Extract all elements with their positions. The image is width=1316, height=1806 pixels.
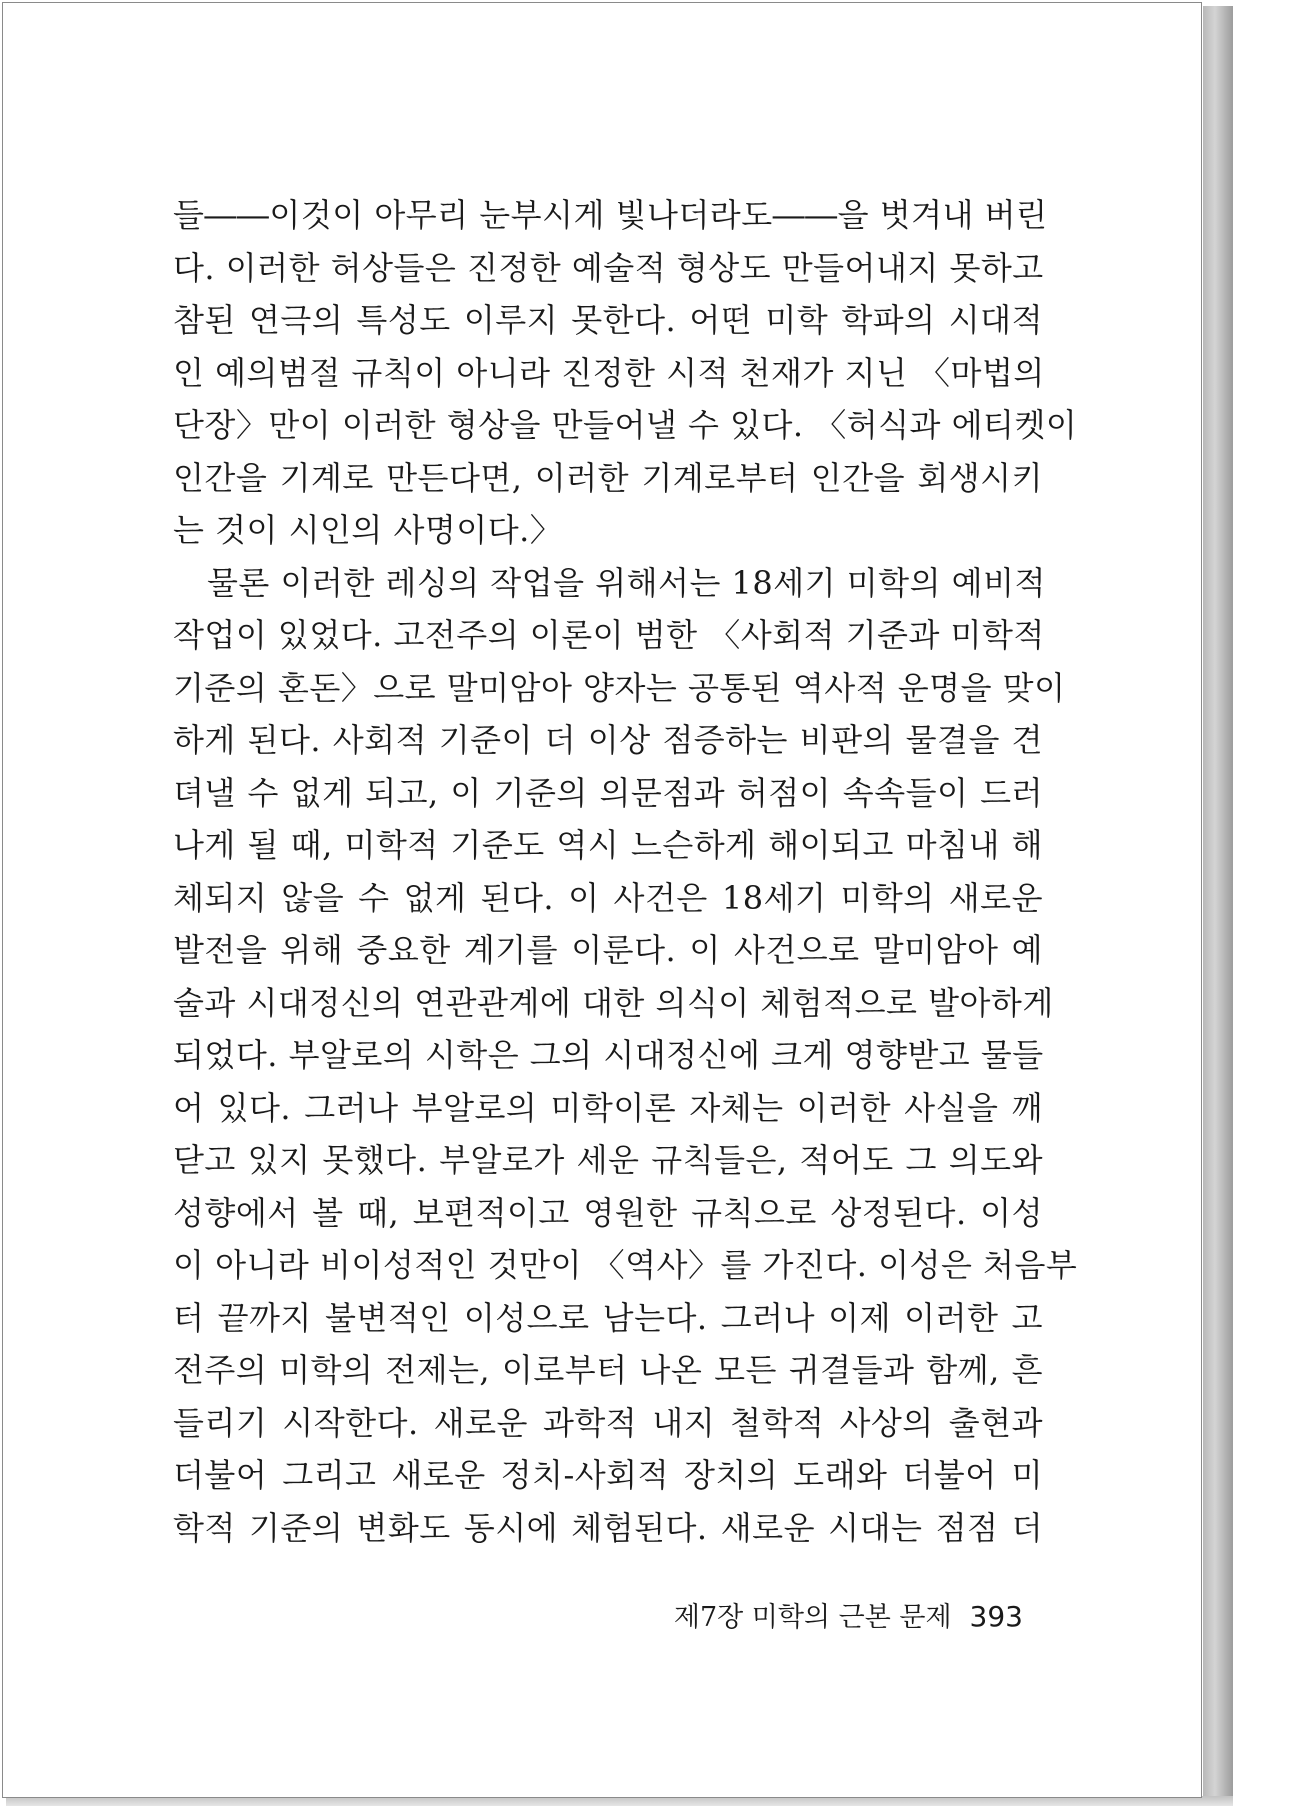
text-line: 는 것이 시인의 사명이다.〉 (173, 511, 563, 549)
body-text (173, 189, 1078, 1554)
text-line: 더불어 그리고 새로운 정치-사회적 장치의 도래와 더불어 미 (173, 1456, 1043, 1494)
text-line: 나게 될 때, 미학적 기준도 역시 느슨하게 해이되고 마침내 해 (173, 826, 1043, 864)
text-line: 인간을 기계로 만든다면, 이러한 기계로부터 인간을 회생시키 (173, 458, 1043, 497)
text-line: 전주의 미학의 전제는, 이로부터 나온 모든 귀결들과 함께, 흔 (173, 1351, 1043, 1389)
page-edge-shadow (1203, 6, 1233, 1802)
text-line: 닫고 있지 못했다. 부알로가 세운 규칙들은, 적어도 그 의도와 (173, 1141, 1043, 1179)
text-line: 되었다. 부알로의 시학은 그의 시대정신에 크게 영향받고 물들 (173, 1036, 1044, 1074)
text-line: 뎌낼 수 없게 되고, 이 기준의 의문점과 허점이 속속들이 드러 (173, 773, 1043, 812)
text-line: 물론 이러한 레싱의 작업을 위해서는 18세기 미학의 예비적 (207, 563, 1046, 602)
text-line: 성향에서 볼 때, 보편적이고 영원한 규칙으로 상정된다. 이성 (173, 1193, 1043, 1232)
text-line: 들――이것이 아무리 눈부시게 빛나더라도――을 벗겨내 버린 (173, 196, 1048, 234)
text-line: 기준의 혼돈〉으로 말미암아 양자는 공통된 역사적 운명을 맞이 (173, 668, 1066, 707)
book-page (2, 2, 1202, 1798)
text-line: 발전을 위해 중요한 계기를 이룬다. 이 사건으로 말미암아 예 (173, 931, 1043, 969)
text-line: 체되지 않을 수 없게 된다. 이 사건은 18세기 미학의 새로운 (173, 878, 1043, 917)
text-line: 참된 연극의 특성도 이루지 못한다. 어떤 미학 학파의 시대적 (173, 301, 1043, 339)
paragraph-1 (173, 189, 1078, 557)
text-line: 학적 기준의 변화도 동시에 체험된다. 새로운 시대는 점점 더 (173, 1508, 1043, 1547)
paragraph-2 (173, 557, 1078, 1555)
text-line: 어 있다. 그러나 부알로의 미학이론 자체는 이러한 사실을 깨 (173, 1088, 1043, 1127)
page-footer (643, 1595, 1023, 1634)
text-line: 인 예의범절 규칙이 아니라 진정한 시적 천재가 지닌 〈마법의 (173, 353, 1045, 392)
text-line: 이 아니라 비이성적인 것만이 〈역사〉를 가진다. 이성은 처음부 (173, 1246, 1078, 1284)
page-number: 393 (969, 1600, 1023, 1633)
text-line: 다. 이러한 허상들은 진정한 예술적 형상도 만들어내지 못하고 (173, 248, 1044, 287)
text-line: 하게 된다. 사회적 기준이 더 이상 점증하는 비판의 물결을 견 (173, 721, 1043, 759)
text-line: 단장〉만이 이러한 형상을 만들어낼 수 있다. 〈허식과 에티켓이 (173, 406, 1078, 444)
running-title: 제7장 미학의 근본 문제 (673, 1602, 952, 1633)
text-line: 술과 시대정신의 연관관계에 대한 의식이 체험적으로 발아하게 (173, 983, 1054, 1022)
text-line: 들리기 시작한다. 새로운 과학적 내지 철학적 사상의 출현과 (173, 1403, 1043, 1442)
text-line: 터 끝까지 불변적인 이성으로 남는다. 그러나 이제 이러한 고 (173, 1298, 1043, 1337)
text-line: 작업이 있었다. 고전주의 이론이 범한 〈사회적 기준과 미학적 (173, 616, 1045, 654)
